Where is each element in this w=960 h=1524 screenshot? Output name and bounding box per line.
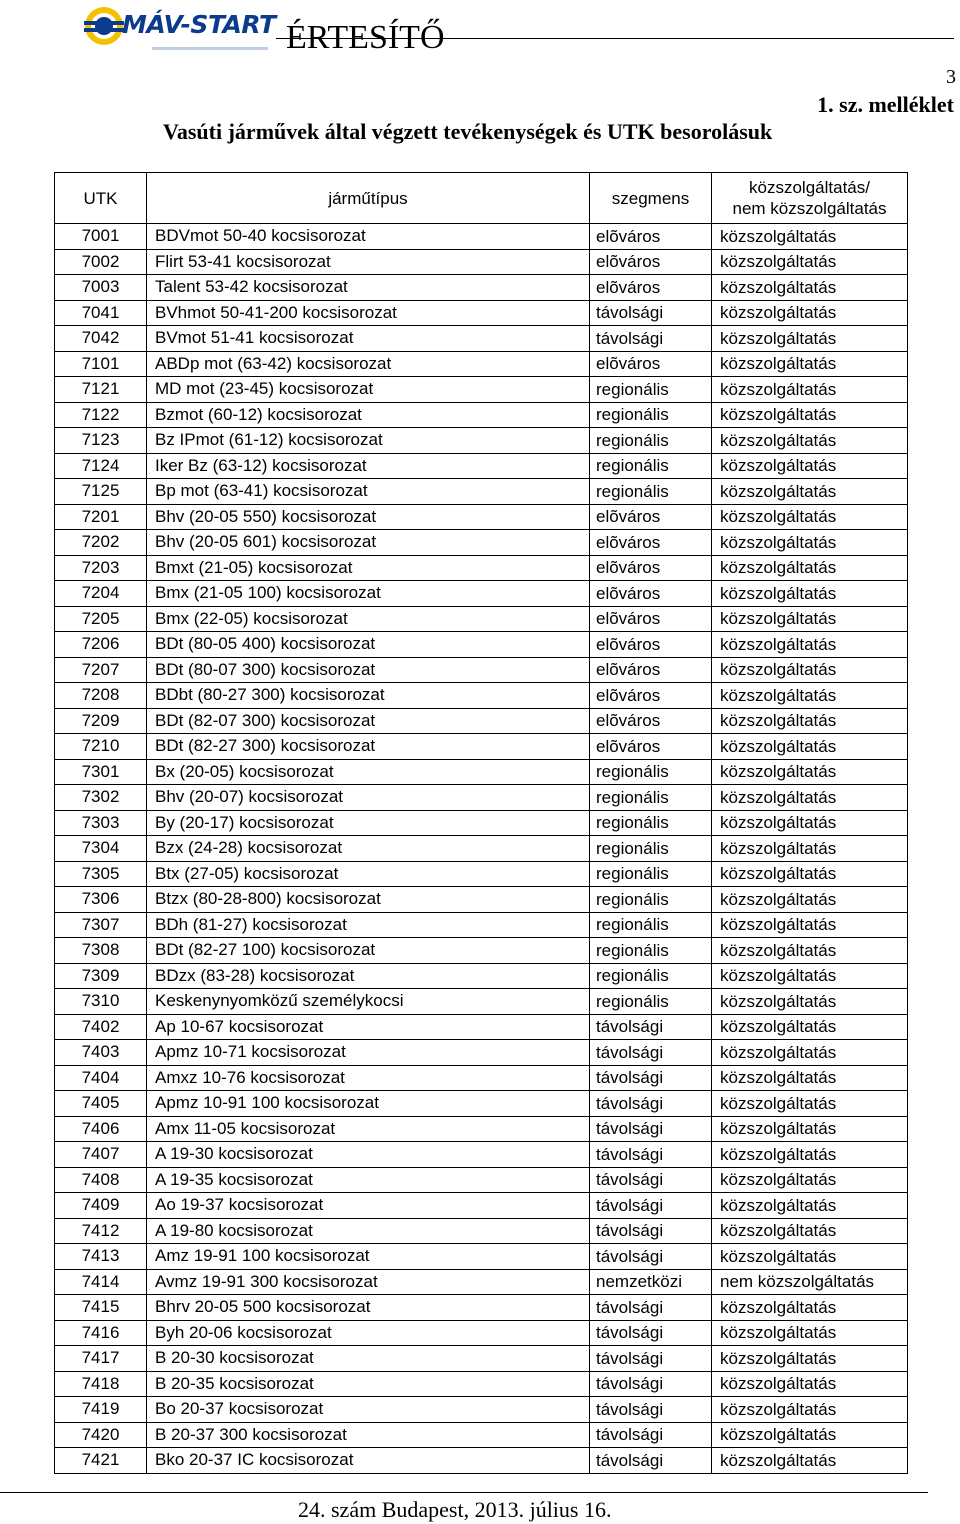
table-row: [55, 402, 908, 428]
cell-vehicle-type: Iker Bz (63-12) kocsisorozat: [147, 453, 590, 479]
table-row: [55, 1397, 908, 1423]
table-header-row: [55, 173, 908, 224]
cell-public-service: közszolgáltatás: [712, 555, 908, 581]
cell-segment: regionális: [590, 759, 712, 785]
cell-public-service: közszolgáltatás: [712, 1116, 908, 1142]
cell-public-service: közszolgáltatás: [712, 1218, 908, 1244]
main-heading: Vasúti járművek által végzett tevékenységek és UTK besorolásuk: [163, 119, 773, 144]
cell-utk: 7309: [55, 963, 147, 989]
cell-vehicle-type: BDVmot 50-40 kocsisorozat: [147, 224, 590, 250]
table-row: [55, 1091, 908, 1117]
table-row: [55, 1218, 908, 1244]
cell-segment: távolsági: [590, 1218, 712, 1244]
cell-vehicle-type: Bz IPmot (61-12) kocsisorozat: [147, 428, 590, 454]
cell-segment: regionális: [590, 989, 712, 1015]
cell-utk: 7421: [55, 1448, 147, 1474]
cell-vehicle-type: Bhrv 20-05 500 kocsisorozat: [147, 1295, 590, 1321]
column-header-public-service-line1: közszolgáltatás/: [749, 178, 870, 197]
cell-public-service: közszolgáltatás: [712, 1244, 908, 1270]
table-row: [55, 1167, 908, 1193]
cell-public-service: közszolgáltatás: [712, 836, 908, 862]
cell-vehicle-type: Ap 10-67 kocsisorozat: [147, 1014, 590, 1040]
cell-public-service: közszolgáltatás: [712, 887, 908, 913]
cell-public-service: közszolgáltatás: [712, 1040, 908, 1066]
cell-vehicle-type: Avmz 19-91 300 kocsisorozat: [147, 1269, 590, 1295]
cell-segment: elõváros: [590, 504, 712, 530]
cell-segment: elõváros: [590, 275, 712, 301]
cell-segment: távolsági: [590, 1142, 712, 1168]
cell-utk: 7207: [55, 657, 147, 683]
table-row: [55, 326, 908, 352]
cell-public-service: közszolgáltatás: [712, 1193, 908, 1219]
cell-utk: 7301: [55, 759, 147, 785]
table-row: [55, 351, 908, 377]
cell-public-service: közszolgáltatás: [712, 683, 908, 709]
table-row: [55, 249, 908, 275]
cell-segment: távolsági: [590, 1397, 712, 1423]
cell-segment: távolsági: [590, 1371, 712, 1397]
table-row: [55, 1040, 908, 1066]
cell-vehicle-type: Bmxt (21-05) kocsisorozat: [147, 555, 590, 581]
cell-vehicle-type: Bo 20-37 kocsisorozat: [147, 1397, 590, 1423]
cell-utk: 7408: [55, 1167, 147, 1193]
cell-vehicle-type: Btx (27-05) kocsisorozat: [147, 861, 590, 887]
cell-segment: elõváros: [590, 632, 712, 658]
table-row: [55, 785, 908, 811]
cell-utk: 7402: [55, 1014, 147, 1040]
vehicle-classification-table: [54, 172, 908, 1474]
table-row: [55, 683, 908, 709]
cell-utk: 7209: [55, 708, 147, 734]
cell-public-service: közszolgáltatás: [712, 1371, 908, 1397]
cell-segment: távolsági: [590, 1295, 712, 1321]
cell-utk: 7003: [55, 275, 147, 301]
cell-utk: 7210: [55, 734, 147, 760]
mav-start-logo: [82, 4, 276, 52]
cell-segment: regionális: [590, 402, 712, 428]
table-row: [55, 963, 908, 989]
cell-utk: 7121: [55, 377, 147, 403]
cell-vehicle-type: B 20-30 kocsisorozat: [147, 1346, 590, 1372]
cell-public-service: közszolgáltatás: [712, 1014, 908, 1040]
cell-public-service: közszolgáltatás: [712, 1346, 908, 1372]
cell-utk: 7042: [55, 326, 147, 352]
cell-vehicle-type: Bp mot (63-41) kocsisorozat: [147, 479, 590, 505]
cell-utk: 7403: [55, 1040, 147, 1066]
cell-utk: 7201: [55, 504, 147, 530]
cell-public-service: közszolgáltatás: [712, 1295, 908, 1321]
cell-vehicle-type: BVmot 51-41 kocsisorozat: [147, 326, 590, 352]
table-row: [55, 1448, 908, 1474]
cell-public-service: közszolgáltatás: [712, 1397, 908, 1423]
cell-vehicle-type: Bmx (21-05 100) kocsisorozat: [147, 581, 590, 607]
table-row: [55, 1371, 908, 1397]
cell-vehicle-type: Amz 19-91 100 kocsisorozat: [147, 1244, 590, 1270]
column-header-utk: UTK: [55, 173, 147, 224]
cell-public-service: közszolgáltatás: [712, 606, 908, 632]
cell-vehicle-type: BDt (82-27 100) kocsisorozat: [147, 938, 590, 964]
cell-public-service: közszolgáltatás: [712, 1142, 908, 1168]
table-row: [55, 1193, 908, 1219]
cell-vehicle-type: Bmx (22-05) kocsisorozat: [147, 606, 590, 632]
table-row: [55, 479, 908, 505]
cell-segment: elõváros: [590, 581, 712, 607]
cell-utk: 7404: [55, 1065, 147, 1091]
cell-public-service: közszolgáltatás: [712, 1167, 908, 1193]
cell-vehicle-type: Amxz 10-76 kocsisorozat: [147, 1065, 590, 1091]
table-row: [55, 1142, 908, 1168]
table-row: [55, 504, 908, 530]
cell-public-service: közszolgáltatás: [712, 989, 908, 1015]
cell-segment: elõváros: [590, 708, 712, 734]
cell-vehicle-type: Bhv (20-05 601) kocsisorozat: [147, 530, 590, 556]
cell-segment: nemzetközi: [590, 1269, 712, 1295]
cell-public-service: közszolgáltatás: [712, 861, 908, 887]
cell-vehicle-type: B 20-37 300 kocsisorozat: [147, 1422, 590, 1448]
table-row: [55, 912, 908, 938]
cell-vehicle-type: By (20-17) kocsisorozat: [147, 810, 590, 836]
table-row: [55, 1065, 908, 1091]
cell-public-service: közszolgáltatás: [712, 402, 908, 428]
cell-utk: 7412: [55, 1218, 147, 1244]
cell-vehicle-type: Talent 53-42 kocsisorozat: [147, 275, 590, 301]
cell-segment: távolsági: [590, 1091, 712, 1117]
cell-segment: távolsági: [590, 1014, 712, 1040]
table-row: [55, 581, 908, 607]
cell-utk: 7417: [55, 1346, 147, 1372]
cell-segment: távolsági: [590, 1422, 712, 1448]
cell-public-service: közszolgáltatás: [712, 963, 908, 989]
cell-vehicle-type: A 19-30 kocsisorozat: [147, 1142, 590, 1168]
cell-public-service: közszolgáltatás: [712, 479, 908, 505]
cell-public-service: közszolgáltatás: [712, 657, 908, 683]
cell-segment: elõváros: [590, 530, 712, 556]
table-row: [55, 708, 908, 734]
cell-vehicle-type: Bhv (20-05 550) kocsisorozat: [147, 504, 590, 530]
table-row: [55, 1244, 908, 1270]
table-row: [55, 453, 908, 479]
column-header-public-service-line2: nem közszolgáltatás: [732, 199, 887, 218]
annex-label: 1. sz. melléklet: [817, 92, 954, 117]
cell-utk: 7001: [55, 224, 147, 250]
cell-utk: 7002: [55, 249, 147, 275]
cell-utk: 7416: [55, 1320, 147, 1346]
cell-vehicle-type: Bhv (20-07) kocsisorozat: [147, 785, 590, 811]
cell-vehicle-type: Bzx (24-28) kocsisorozat: [147, 836, 590, 862]
table-row: [55, 861, 908, 887]
table-row: [55, 810, 908, 836]
cell-vehicle-type: Bzmot (60-12) kocsisorozat: [147, 402, 590, 428]
cell-vehicle-type: B 20-35 kocsisorozat: [147, 1371, 590, 1397]
cell-segment: távolsági: [590, 1346, 712, 1372]
cell-public-service: közszolgáltatás: [712, 275, 908, 301]
cell-segment: távolsági: [590, 1193, 712, 1219]
table-row: [55, 224, 908, 250]
cell-vehicle-type: BDt (80-07 300) kocsisorozat: [147, 657, 590, 683]
cell-public-service: közszolgáltatás: [712, 530, 908, 556]
cell-utk: 7307: [55, 912, 147, 938]
cell-utk: 7308: [55, 938, 147, 964]
cell-vehicle-type: Amx 11-05 kocsisorozat: [147, 1116, 590, 1142]
cell-public-service: közszolgáltatás: [712, 785, 908, 811]
cell-public-service: közszolgáltatás: [712, 938, 908, 964]
cell-utk: 7409: [55, 1193, 147, 1219]
column-header-public-service: [712, 173, 908, 224]
cell-vehicle-type: BDt (82-27 300) kocsisorozat: [147, 734, 590, 760]
cell-public-service: közszolgáltatás: [712, 1448, 908, 1474]
table-row: [55, 1116, 908, 1142]
table-row: [55, 1269, 908, 1295]
cell-vehicle-type: BDbt (80-27 300) kocsisorozat: [147, 683, 590, 709]
cell-utk: 7406: [55, 1116, 147, 1142]
cell-public-service: közszolgáltatás: [712, 377, 908, 403]
cell-public-service: közszolgáltatás: [712, 249, 908, 275]
table-row: [55, 632, 908, 658]
table-row: [55, 938, 908, 964]
table-row: [55, 989, 908, 1015]
cell-utk: 7418: [55, 1371, 147, 1397]
cell-segment: távolsági: [590, 1116, 712, 1142]
cell-vehicle-type: A 19-80 kocsisorozat: [147, 1218, 590, 1244]
cell-vehicle-type: BVhmot 50-41-200 kocsisorozat: [147, 300, 590, 326]
cell-public-service: közszolgáltatás: [712, 759, 908, 785]
cell-segment: regionális: [590, 785, 712, 811]
cell-utk: 7302: [55, 785, 147, 811]
cell-public-service: közszolgáltatás: [712, 708, 908, 734]
cell-vehicle-type: A 19-35 kocsisorozat: [147, 1167, 590, 1193]
cell-utk: 7122: [55, 402, 147, 428]
cell-public-service: közszolgáltatás: [712, 428, 908, 454]
cell-vehicle-type: BDt (80-05 400) kocsisorozat: [147, 632, 590, 658]
cell-segment: elõváros: [590, 351, 712, 377]
table-row: [55, 1346, 908, 1372]
cell-vehicle-type: Ao 19-37 kocsisorozat: [147, 1193, 590, 1219]
cell-utk: 7306: [55, 887, 147, 913]
table-row: [55, 428, 908, 454]
cell-vehicle-type: BDzx (83-28) kocsisorozat: [147, 963, 590, 989]
cell-utk: 7415: [55, 1295, 147, 1321]
cell-public-service: közszolgáltatás: [712, 1065, 908, 1091]
cell-vehicle-type: Bko 20-37 IC kocsisorozat: [147, 1448, 590, 1474]
table-row: [55, 530, 908, 556]
cell-segment: távolsági: [590, 1320, 712, 1346]
cell-utk: 7405: [55, 1091, 147, 1117]
cell-utk: 7310: [55, 989, 147, 1015]
table-row: [55, 1422, 908, 1448]
cell-utk: 7205: [55, 606, 147, 632]
cell-segment: regionális: [590, 453, 712, 479]
table-row: [55, 1320, 908, 1346]
table-row: [55, 1295, 908, 1321]
cell-vehicle-type: Bx (20-05) kocsisorozat: [147, 759, 590, 785]
cell-public-service: közszolgáltatás: [712, 734, 908, 760]
cell-vehicle-type: Apmz 10-91 100 kocsisorozat: [147, 1091, 590, 1117]
cell-segment: elõváros: [590, 555, 712, 581]
page-number: 3: [946, 66, 956, 88]
table-row: [55, 836, 908, 862]
cell-vehicle-type: BDh (81-27) kocsisorozat: [147, 912, 590, 938]
cell-vehicle-type: Btzx (80-28-800) kocsisorozat: [147, 887, 590, 913]
cell-segment: elõváros: [590, 683, 712, 709]
cell-vehicle-type: Keskenynyomközű személykocsi: [147, 989, 590, 1015]
cell-utk: 7413: [55, 1244, 147, 1270]
cell-utk: 7407: [55, 1142, 147, 1168]
table-row: [55, 377, 908, 403]
table-row: [55, 555, 908, 581]
cell-vehicle-type: Flirt 53-41 kocsisorozat: [147, 249, 590, 275]
cell-segment: elõváros: [590, 224, 712, 250]
cell-public-service: közszolgáltatás: [712, 1091, 908, 1117]
cell-public-service: közszolgáltatás: [712, 453, 908, 479]
cell-segment: távolsági: [590, 1065, 712, 1091]
cell-segment: elõváros: [590, 734, 712, 760]
cell-public-service: közszolgáltatás: [712, 810, 908, 836]
table-body: [55, 224, 908, 1474]
cell-public-service: közszolgáltatás: [712, 1320, 908, 1346]
cell-segment: regionális: [590, 377, 712, 403]
cell-segment: távolsági: [590, 1244, 712, 1270]
cell-vehicle-type: BDt (82-07 300) kocsisorozat: [147, 708, 590, 734]
header-divider: [276, 38, 954, 39]
cell-vehicle-type: ABDp mot (63-42) kocsisorozat: [147, 351, 590, 377]
cell-utk: 7124: [55, 453, 147, 479]
logo-wordmark: MÁV-START: [122, 10, 276, 39]
cell-utk: 7206: [55, 632, 147, 658]
footer-issue-info: 24. szám Budapest, 2013. július 16.: [298, 1497, 612, 1522]
table-row: [55, 734, 908, 760]
cell-public-service: közszolgáltatás: [712, 300, 908, 326]
cell-segment: távolsági: [590, 300, 712, 326]
table-row: [55, 606, 908, 632]
cell-segment: regionális: [590, 887, 712, 913]
cell-public-service: nem közszolgáltatás: [712, 1269, 908, 1295]
cell-segment: távolsági: [590, 1167, 712, 1193]
cell-segment: regionális: [590, 810, 712, 836]
cell-utk: 7304: [55, 836, 147, 862]
cell-segment: regionális: [590, 428, 712, 454]
column-header-segment: szegmens: [590, 173, 712, 224]
cell-segment: regionális: [590, 938, 712, 964]
cell-public-service: közszolgáltatás: [712, 912, 908, 938]
cell-vehicle-type: MD mot (23-45) kocsisorozat: [147, 377, 590, 403]
table-row: [55, 300, 908, 326]
table-row: [55, 657, 908, 683]
cell-utk: 7305: [55, 861, 147, 887]
cell-segment: regionális: [590, 963, 712, 989]
cell-utk: 7202: [55, 530, 147, 556]
cell-segment: regionális: [590, 861, 712, 887]
cell-utk: 7208: [55, 683, 147, 709]
cell-utk: 7203: [55, 555, 147, 581]
cell-utk: 7419: [55, 1397, 147, 1423]
footer-divider: [0, 1492, 928, 1493]
cell-public-service: közszolgáltatás: [712, 326, 908, 352]
cell-vehicle-type: Apmz 10-71 kocsisorozat: [147, 1040, 590, 1066]
cell-public-service: közszolgáltatás: [712, 351, 908, 377]
table-row: [55, 759, 908, 785]
cell-utk: 7204: [55, 581, 147, 607]
cell-vehicle-type: Byh 20-06 kocsisorozat: [147, 1320, 590, 1346]
cell-segment: távolsági: [590, 1040, 712, 1066]
cell-utk: 7101: [55, 351, 147, 377]
cell-utk: 7420: [55, 1422, 147, 1448]
cell-utk: 7125: [55, 479, 147, 505]
document-title: ÉRTESÍTŐ: [286, 19, 445, 56]
cell-segment: regionális: [590, 836, 712, 862]
cell-public-service: közszolgáltatás: [712, 504, 908, 530]
cell-public-service: közszolgáltatás: [712, 1422, 908, 1448]
cell-public-service: közszolgáltatás: [712, 581, 908, 607]
cell-segment: regionális: [590, 479, 712, 505]
cell-utk: 7414: [55, 1269, 147, 1295]
table-row: [55, 887, 908, 913]
cell-utk: 7041: [55, 300, 147, 326]
cell-segment: elõváros: [590, 249, 712, 275]
cell-utk: 7303: [55, 810, 147, 836]
cell-segment: regionális: [590, 912, 712, 938]
table-row: [55, 1014, 908, 1040]
cell-segment: távolsági: [590, 326, 712, 352]
cell-public-service: közszolgáltatás: [712, 632, 908, 658]
cell-segment: elõváros: [590, 606, 712, 632]
cell-segment: távolsági: [590, 1448, 712, 1474]
cell-utk: 7123: [55, 428, 147, 454]
table-row: [55, 275, 908, 301]
cell-segment: elõváros: [590, 657, 712, 683]
column-header-vehicle-type: járműtípus: [147, 173, 590, 224]
cell-public-service: közszolgáltatás: [712, 224, 908, 250]
